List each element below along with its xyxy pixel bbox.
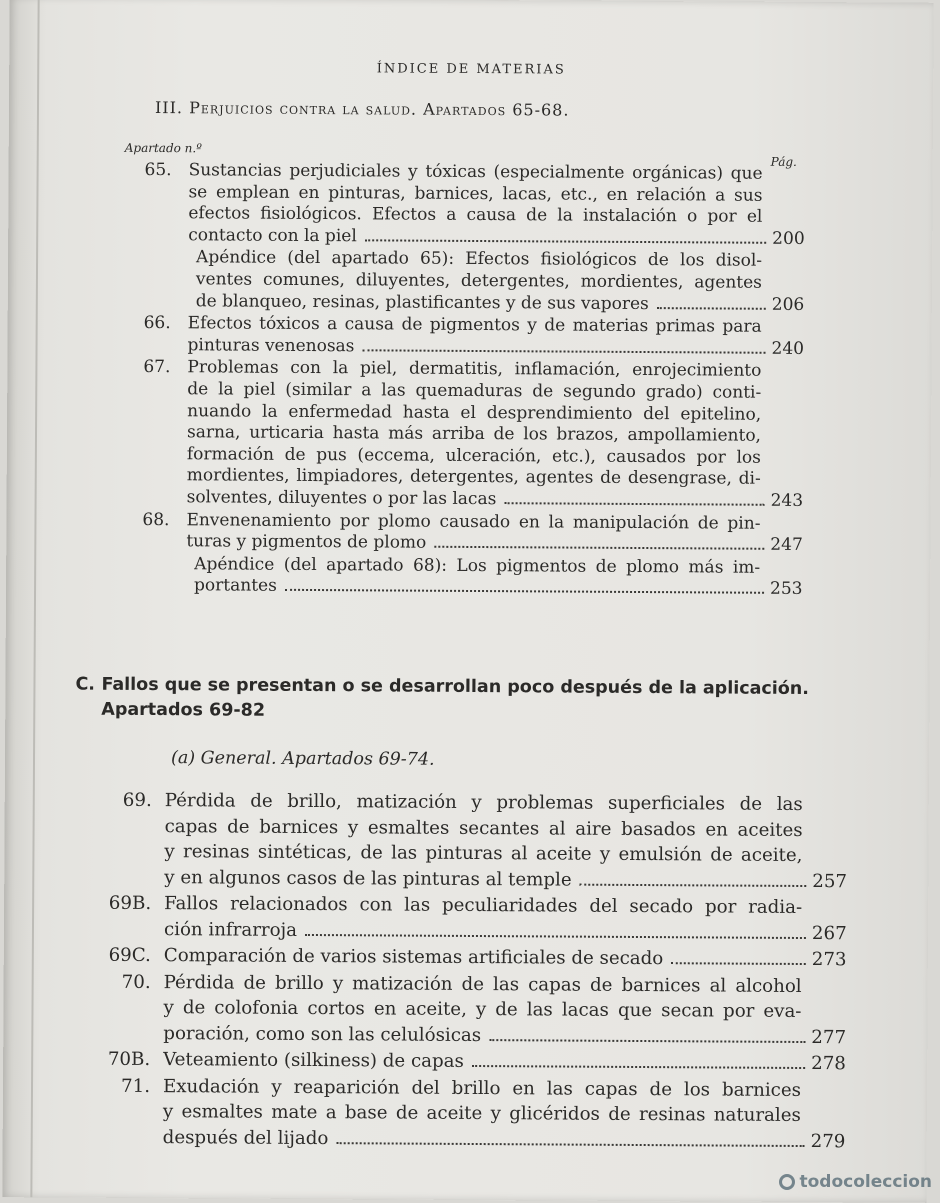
entry-line: efectos fisiológicos. Efectos a causa de la instalación o por el	[188, 203, 763, 227]
entry-page-number: 257	[812, 870, 848, 892]
entry-page-number: 267	[811, 922, 847, 944]
entry-line: Pérdida de brillo, matización y problemas superficiales de las	[164, 790, 803, 815]
entry-page-number: 240	[771, 338, 805, 359]
entry-page-number: 243	[770, 490, 804, 511]
part-c-letter: C.	[75, 674, 96, 695]
entry-line: Envenenamiento por plomo causado en la manipulación de pin-	[186, 509, 761, 534]
watermark-text: todocoleccion	[799, 1172, 932, 1192]
entry-line: se emplean en pinturas, barnices, lacas, etc., en relación a sus	[188, 181, 763, 206]
entry-line: y resinas sintéticas, de las pinturas al aceite y emulsión de aceite,	[164, 841, 803, 866]
dot-leader	[285, 589, 764, 594]
entry-line: Exudación y reaparición del brillo en las capas de los barnices	[162, 1075, 802, 1101]
entry-line: Apéndice (del apartado 65): Efectos fisiológicos de los disol-	[196, 247, 763, 272]
entry-line: sarna, urticaria hasta más arriba de los brazos, ampollamiento,	[186, 422, 762, 446]
toc-entry	[142, 509, 810, 557]
entry-page-number: 273	[811, 949, 847, 971]
toc-entry	[121, 1074, 851, 1155]
part-c-title-line1: Fallos que se presentan o se desarrollan poco después de la aplicación.	[101, 674, 809, 700]
entry-text: después del lijado	[162, 1126, 329, 1149]
entry-line: capas de barnices y esmaltes secantes al aire basados en aceites	[164, 815, 803, 841]
entry-number: 69C.	[108, 944, 151, 967]
entry-line: nuando la enfermedad hasta el desprendimiento del epitelino,	[187, 400, 762, 425]
toc-entry	[144, 159, 813, 250]
entry-page-number: 200	[772, 228, 805, 249]
entry-page-number: 279	[810, 1130, 846, 1152]
section-heading: III. Perjuicios contra la salud. Apartados 65-68.	[154, 98, 570, 120]
dot-leader	[504, 502, 764, 506]
dot-leader	[434, 546, 764, 550]
toc-entry	[108, 891, 852, 946]
toc-entry	[122, 788, 853, 894]
entry-text: contacto con la piel	[188, 225, 357, 247]
entry-line: Apéndice (del apartado 68): Los pigmentos de plomo más im-	[194, 554, 761, 578]
subsection-heading: (a) General. Apartados 69-74.	[170, 748, 435, 770]
entry-text: turas y pigmentos de plomo	[186, 531, 427, 553]
entry-line	[196, 291, 812, 316]
entry-line: Fallos relacionados con las peculiaridades del secado por radia-	[164, 893, 803, 918]
toc-entry	[107, 1047, 851, 1077]
entry-line	[188, 225, 812, 250]
part-c-title-line2: Apartados 69-82	[101, 699, 266, 721]
entry-page-number: 277	[811, 1026, 847, 1048]
entry-line	[163, 1021, 851, 1051]
entry-text: y en algunos casos de las pinturas al temple	[164, 866, 572, 891]
toc-entry	[108, 943, 852, 973]
dot-leader	[365, 239, 766, 243]
apartado-column-label: Apartado n.º	[124, 140, 202, 156]
watermark	[779, 1172, 932, 1192]
dot-leader	[489, 1039, 805, 1043]
entry-text: de blanqueo, resinas, plastificantes y de sus vapores	[195, 290, 649, 314]
entry-page-number: 247	[770, 534, 803, 556]
entry-line	[187, 335, 811, 360]
toc-appendix-entry	[196, 248, 812, 317]
entry-number: 70.	[121, 971, 151, 993]
entry-text: poración, como son las celulósicas	[163, 1022, 482, 1046]
running-header: ÍNDICE DE MATERIAS	[376, 61, 566, 78]
entry-page-number: 278	[811, 1053, 846, 1075]
entry-line: Pérdida de brillo y matización de las capas de barnices al alcohol	[163, 971, 802, 997]
entry-number: 66.	[143, 313, 171, 334]
entry-text: Comparación de varios sistemas artificiales de secado	[163, 945, 664, 970]
entry-line	[164, 943, 852, 973]
entry-number: 71.	[121, 1075, 151, 1097]
dot-leader	[472, 1065, 805, 1069]
toc-appendix-entry	[194, 554, 810, 601]
entry-line	[164, 917, 852, 947]
entry-number: 69.	[122, 789, 152, 812]
dot-leader	[657, 307, 766, 310]
entry-text: ción infrarroja	[163, 918, 298, 941]
entry-line: Problemas con la piel, dermatitis, inflamación, enrojecimiento	[187, 357, 762, 382]
entry-line	[163, 1125, 851, 1155]
entry-page-number: 206	[771, 294, 805, 315]
entry-line: formación de pus (eccema, ulceración, etc.), causados por los	[186, 443, 761, 468]
entry-line	[163, 1047, 851, 1077]
dot-leader	[580, 883, 807, 886]
entry-text: Veteamiento (silkiness) de capas	[163, 1049, 464, 1072]
entry-line: y esmaltes mate a base de aceite y glicéridos de resinas naturales	[162, 1101, 801, 1126]
toc-entry	[143, 357, 812, 513]
entry-line	[186, 531, 810, 556]
watermark-logo-icon	[779, 1174, 795, 1190]
entry-number: 68.	[142, 509, 170, 530]
entry-line: ventes comunes, diluyentes, detergentes, mordientes, agentes	[195, 269, 763, 293]
toc-entry	[121, 970, 851, 1051]
entry-line: Sustancias perjudiciales y tóxicas (especialmente orgánicas) que	[188, 160, 763, 184]
dot-leader	[362, 349, 765, 353]
entry-line	[194, 576, 810, 601]
entry-text: pinturas venenosas	[187, 335, 355, 357]
dot-leader	[336, 1142, 804, 1147]
entry-number: 67.	[143, 357, 171, 378]
toc-entry	[143, 313, 811, 360]
entry-line: Efectos tóxicos a causa de pigmentos y de materias primas para	[187, 313, 762, 337]
entry-number: 69B.	[108, 892, 152, 915]
entry-number: 70B.	[107, 1048, 151, 1071]
book-page	[2, 0, 933, 1203]
entry-line: y de colofonia cortos en aceite, y de las lacas que secan por eva-	[163, 997, 802, 1022]
entry-number: 65.	[144, 159, 172, 181]
entry-line	[187, 487, 811, 512]
entry-line	[164, 865, 852, 895]
entry-text: solventes, diluyentes o por las lacas	[186, 487, 497, 510]
entry-page-number: 253	[770, 579, 803, 600]
entry-line: mordientes, limpiadores, detergentes, agentes de desengrase, di-	[186, 465, 761, 490]
entry-text: portantes	[194, 575, 277, 597]
dot-leader	[305, 933, 806, 938]
dot-leader	[671, 962, 806, 965]
page-column-label: Pág.	[770, 154, 797, 169]
entry-line: de la piel (similar a las quemaduras de segundo grado) conti-	[187, 379, 762, 403]
page-binding-edge	[30, 0, 39, 1197]
